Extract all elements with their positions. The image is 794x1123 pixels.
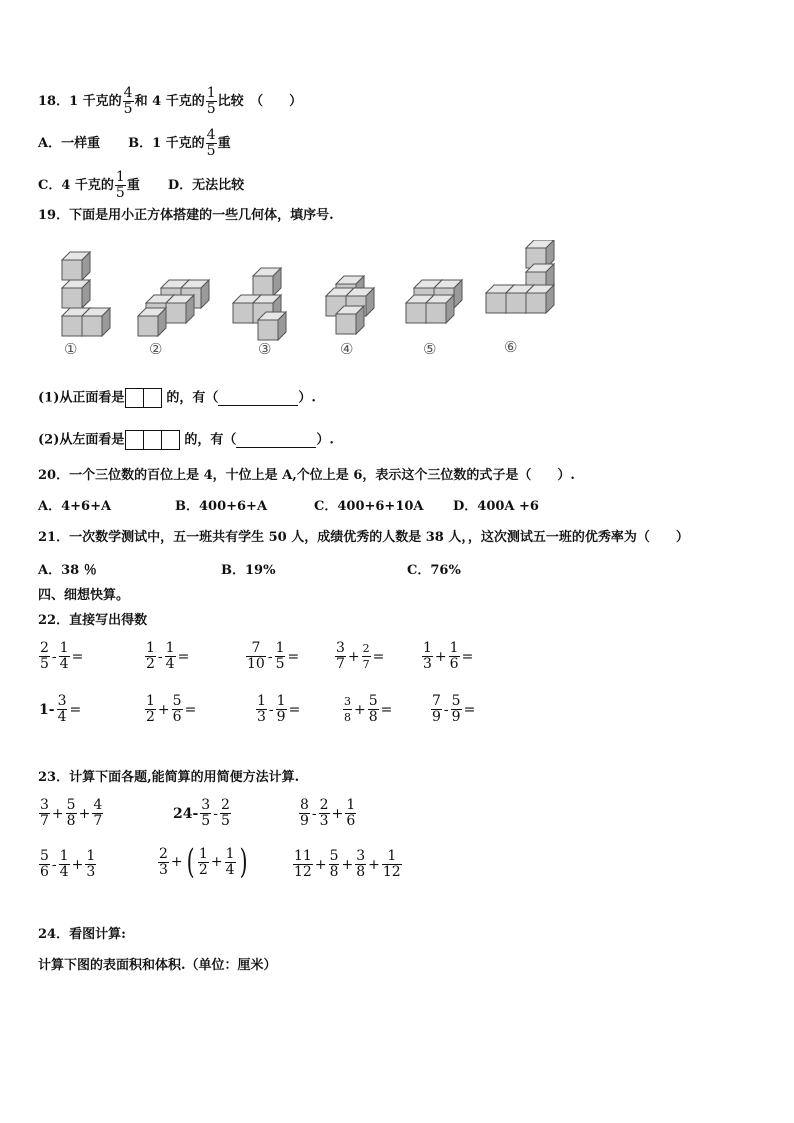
q23-expr-1: $\frac{3}{7}$ + $\frac{5}{8}$ + $\frac{4}{7}$	[40, 797, 103, 829]
q20-option-a: A．4+6+A	[38, 499, 112, 514]
figure-label-5: ⑤	[423, 340, 437, 358]
q18-options-row1	[38, 128, 231, 159]
q21-option-c: C．76%	[407, 563, 461, 578]
q23-expr-4: $\frac{5}{6}$ - $\frac{1}{4}$ + $\frac{1}{3}$	[40, 848, 96, 880]
figure-2	[138, 280, 209, 336]
figure-label-4: ④	[340, 340, 354, 358]
q22-expr-4: $\frac{3}{7}$ + $\frac{2}{7}$ =	[336, 640, 385, 672]
q22-expr-5: $\frac{1}{3}$ + $\frac{1}{6}$ =	[423, 640, 474, 672]
q24-stem: 24．看图计算:	[38, 927, 126, 942]
cube-figures	[36, 240, 566, 370]
view-square	[143, 388, 162, 408]
figure-3	[233, 268, 286, 340]
option-d: D．无法比较	[167, 178, 245, 193]
q19-sub2: (2)从左面看是 的，有（ ）.	[38, 430, 334, 451]
figure-5	[406, 280, 462, 323]
q19-stem: 19．下面是用小正方体搭建的一些几何体，填序号.	[38, 208, 334, 223]
q18-stem: 18．1 千克的 $\frac{4}{5}$ 和 4 千克的 $\frac{1}{5}$ 比较 （ ）	[38, 85, 303, 117]
q18-options-row2	[38, 170, 244, 201]
fraction: $\frac{4}{5}$	[123, 85, 133, 117]
option-c: C．4 千克的 $\frac{1}{5}$ 重	[38, 169, 140, 201]
figure-label-2: ②	[149, 340, 163, 358]
option-a: A．一样重	[38, 136, 101, 151]
q24-sub: 计算下图的表面积和体积.（单位：厘米）	[38, 958, 277, 973]
fraction: $\frac{1}{5}$	[206, 85, 216, 117]
q22-expr-6: 1- $\frac{3}{4}$ =	[39, 693, 82, 725]
q20-option-c: C．400+6+10A	[314, 499, 424, 514]
figure-4	[326, 276, 374, 334]
q23-stem: 23．计算下面各题,能简算的用简便方法计算.	[38, 770, 300, 785]
q22-expr-8: $\frac{1}{3}$ - $\frac{1}{9}$ =	[257, 693, 301, 725]
answer-blank[interactable]	[236, 433, 316, 448]
q21-option-a: A．38 ％	[38, 563, 97, 578]
q22-expr-10: $\frac{7}{9}$ - $\frac{5}{9}$ =	[432, 693, 476, 725]
q20-option-b: B．400+6+A	[175, 499, 268, 514]
figure-6	[486, 240, 554, 313]
view-square	[161, 430, 180, 450]
q22-expr-3: $\frac{7}{10}$ - $\frac{1}{5}$ =	[247, 640, 300, 672]
q22-expr-7: $\frac{1}{2}$ + $\frac{5}{6}$ =	[146, 693, 197, 725]
option-b: B．1 千克的 $\frac{4}{5}$ 重	[128, 127, 231, 159]
q19-sub1: (1)从正面看是 的，有（ ）.	[38, 388, 316, 409]
q22-expr-9: $\frac{3}{8}$ + $\frac{5}{8}$ =	[344, 693, 393, 725]
q22-stem: 22．直接写出得数	[38, 613, 148, 628]
figure-label-3: ③	[258, 340, 272, 358]
q22-expr-1: $\frac{2}{5}$ - $\frac{1}{4}$ =	[40, 640, 84, 672]
view-square	[125, 430, 144, 450]
q23-expr-2: 24- $\frac{3}{5}$ - $\frac{2}{5}$	[173, 797, 230, 829]
figure-1	[62, 252, 110, 336]
section-heading: 四、细想快算。	[38, 588, 130, 603]
q23-expr-3: $\frac{8}{9}$ - $\frac{2}{3}$ + $\frac{1}{6}$	[300, 797, 356, 829]
q23-expr-5: $\frac{2}{3}$ + ( $\frac{1}{2}$ + $\frac{1}{4}$ )	[159, 842, 248, 882]
q20-option-d: D．400A +6	[453, 499, 539, 514]
figure-label-6: ⑥	[504, 338, 518, 356]
q22-expr-2: $\frac{1}{2}$ - $\frac{1}{4}$ =	[146, 640, 190, 672]
answer-blank[interactable]	[218, 391, 298, 406]
q21-stem: 21．一次数学测试中，五一班共有学生 50 人，成绩优秀的人数是 38 人，，这次测试五一班的优秀率为（ ）	[38, 530, 689, 545]
q20-stem: 20．一个三位数的百位上是 4，十位上是 A,个位上是 6，表示这个三位数的式子是（ ）.	[38, 468, 575, 483]
figure-label-1: ①	[64, 340, 78, 358]
view-square	[143, 430, 162, 450]
q21-option-b: B．19%	[221, 563, 276, 578]
view-square	[125, 388, 144, 408]
q23-expr-6: $\frac{11}{12}$ + $\frac{5}{8}$ + $\frac{3}{8}$ + $\frac{1}{12}$	[294, 848, 401, 880]
